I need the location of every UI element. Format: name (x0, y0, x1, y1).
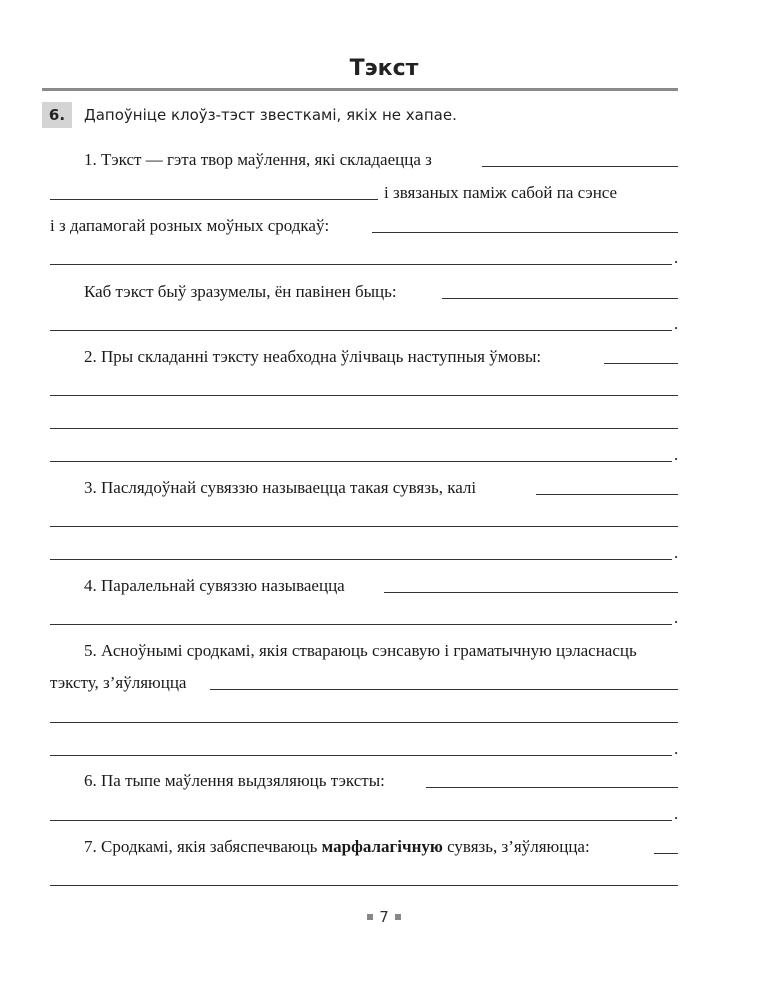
item-4-text: 4. Паралельнай сувяззю называецца (84, 576, 345, 595)
item-7-text-post: сувязь, з’яўляюцца: (447, 837, 590, 856)
line-period: . (674, 314, 679, 333)
answer-line[interactable] (384, 592, 678, 593)
item-7-text (84, 837, 590, 857)
item-3-text: 3. Паслядоўнай сувяззю называецца такая сувязь, калі (84, 478, 477, 497)
item-6-text: 6. Па тыпе маўлення выдзяляюць тэксты: (84, 771, 385, 790)
exercise-instruction: Дапоўніце клоўз-тэст звесткамі, якіх не хапае. (84, 106, 457, 124)
answer-line[interactable] (442, 298, 678, 299)
answer-line[interactable] (536, 494, 678, 495)
answer-line[interactable] (50, 461, 672, 462)
square-bullet-icon (395, 914, 401, 920)
answer-line[interactable] (210, 689, 678, 690)
line-period: . (674, 804, 679, 823)
answer-line[interactable] (426, 787, 678, 788)
line-period: . (674, 445, 679, 464)
item-2-text: 2. Пры складанні тэксту неабходна ўлічваць наступныя ўмовы: (84, 347, 542, 366)
answer-line[interactable] (604, 363, 678, 364)
answer-line[interactable] (50, 330, 672, 331)
answer-line[interactable] (372, 232, 678, 233)
page-number-value: 7 (379, 908, 389, 926)
item-1-text-means: і з дапамогай розных моўных сродкаў: (50, 216, 330, 235)
answer-line[interactable] (50, 820, 672, 821)
answer-line[interactable] (50, 559, 672, 560)
line-period: . (674, 739, 679, 758)
item-7-text-pre: 7. Сродкамі, якія забяспечваюць (84, 837, 318, 856)
line-period: . (674, 543, 679, 562)
answer-line[interactable] (50, 428, 678, 429)
answer-line[interactable] (50, 755, 672, 756)
item-1-text: 1. Тэкст — гэта твор маўлення, які складаецца з (84, 150, 432, 169)
answer-line[interactable] (482, 166, 678, 167)
line-period: . (674, 608, 679, 627)
answer-line[interactable] (50, 722, 678, 723)
answer-line[interactable] (50, 624, 672, 625)
item-1-text-clarity: Каб тэкст быў зразумелы, ён павінен быць: (84, 282, 397, 301)
answer-line[interactable] (50, 264, 672, 265)
title-divider (42, 88, 678, 91)
item-5-text: 5. Асноўнымі сродкамі, якія ствараюць сэнсавую і граматычную цэласнасць (84, 641, 637, 660)
item-5-text-cont: тэксту, з’яўляюцца (50, 673, 187, 692)
page-number (0, 908, 768, 926)
item-1-text-cont: і звязаных паміж сабой па сэнсе (384, 183, 618, 202)
answer-line[interactable] (50, 885, 678, 886)
answer-line[interactable] (654, 853, 678, 854)
item-7-keyword: марфалагічную (321, 837, 443, 856)
exercise-number: 6. (42, 102, 72, 128)
page-title: Тэкст (349, 56, 419, 81)
square-bullet-icon (367, 914, 373, 920)
answer-line[interactable] (50, 395, 678, 396)
answer-line[interactable] (50, 199, 378, 200)
line-period: . (674, 248, 679, 267)
answer-line[interactable] (50, 526, 678, 527)
